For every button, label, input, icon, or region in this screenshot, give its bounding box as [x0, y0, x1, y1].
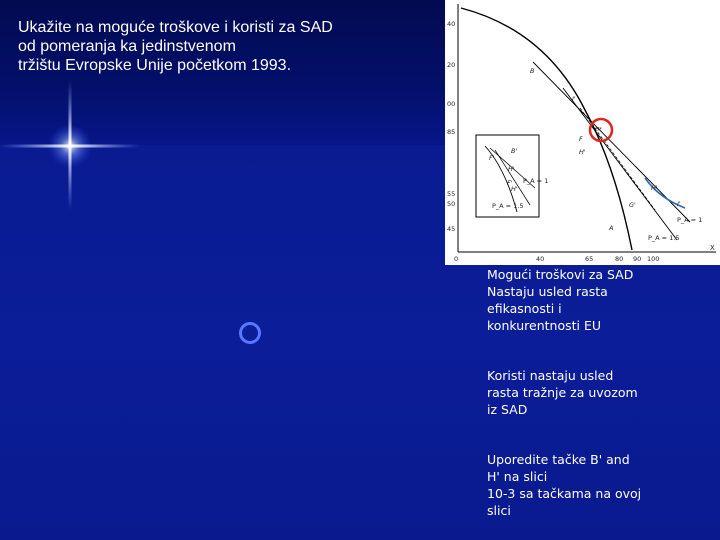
point-label-i-right: I': [677, 200, 681, 208]
x-axis-letter: X: [710, 244, 715, 252]
y-tick-label: 00: [447, 100, 456, 108]
price-label-main-p1: P_A = 1: [677, 216, 703, 224]
point-label-h-star: H': [651, 184, 658, 192]
sparkle-icon: [0, 80, 140, 210]
inset-label-f-lower: F': [507, 179, 513, 187]
price-line: [563, 88, 677, 240]
point-label-i: I': [572, 95, 576, 103]
y-tick-label: 40: [447, 20, 456, 28]
inset-price-label-p1: P_A = 1: [523, 177, 549, 185]
price-label-main-p15: P_A = 1.5: [648, 234, 680, 242]
y-tick-label: 55: [447, 190, 456, 198]
bullet-costs: Mogući troškovi za SAD Nastaju usled rasta efikasnosti i konkurentnosti EU: [487, 267, 634, 333]
x-tick-label: 65: [585, 255, 594, 263]
point-label-b: B: [530, 67, 535, 75]
y-tick-label: 20: [447, 61, 456, 69]
y-tick-label: 45: [447, 225, 456, 233]
point-label-a: A: [609, 224, 614, 232]
slide-title: Ukažite na moguće troškove i koristi za SAD od pomeranja ka jedinstvenom tržištu Evropske Unije početkom 1993.: [18, 19, 333, 74]
trade-diagram-figure: [445, 0, 720, 265]
inset-label-b: B': [511, 147, 518, 155]
x-tick-label: 40: [536, 255, 545, 263]
x-tick-label: 0: [454, 255, 459, 263]
x-tick-label: 100: [647, 255, 660, 263]
bullet-benefits: Koristi nastaju usled rasta tražnje za uvozom iz SAD: [487, 368, 638, 417]
x-tick-label: 80: [615, 255, 624, 263]
y-tick-label: 85: [447, 128, 456, 136]
inset-price-label-p15: P_A = 1.5: [492, 202, 524, 210]
ring-icon: [239, 322, 261, 344]
bullet-list: [487, 266, 712, 519]
bullet-compare: Uporedite tačke B' and H' na slici 10-3 sa tačkama na ovoj slici: [487, 452, 642, 518]
inset-label-h: H': [508, 165, 515, 173]
point-label-g: G': [629, 201, 636, 209]
point-label-circled: H*: [595, 127, 602, 133]
inset-label-h-lower: H': [511, 185, 518, 193]
inset-label-f: F': [489, 154, 495, 162]
x-tick-label: 90: [633, 255, 642, 263]
y-tick-label: 50: [447, 200, 456, 208]
point-label-f: F: [579, 135, 583, 143]
point-label-h: H': [579, 148, 586, 156]
